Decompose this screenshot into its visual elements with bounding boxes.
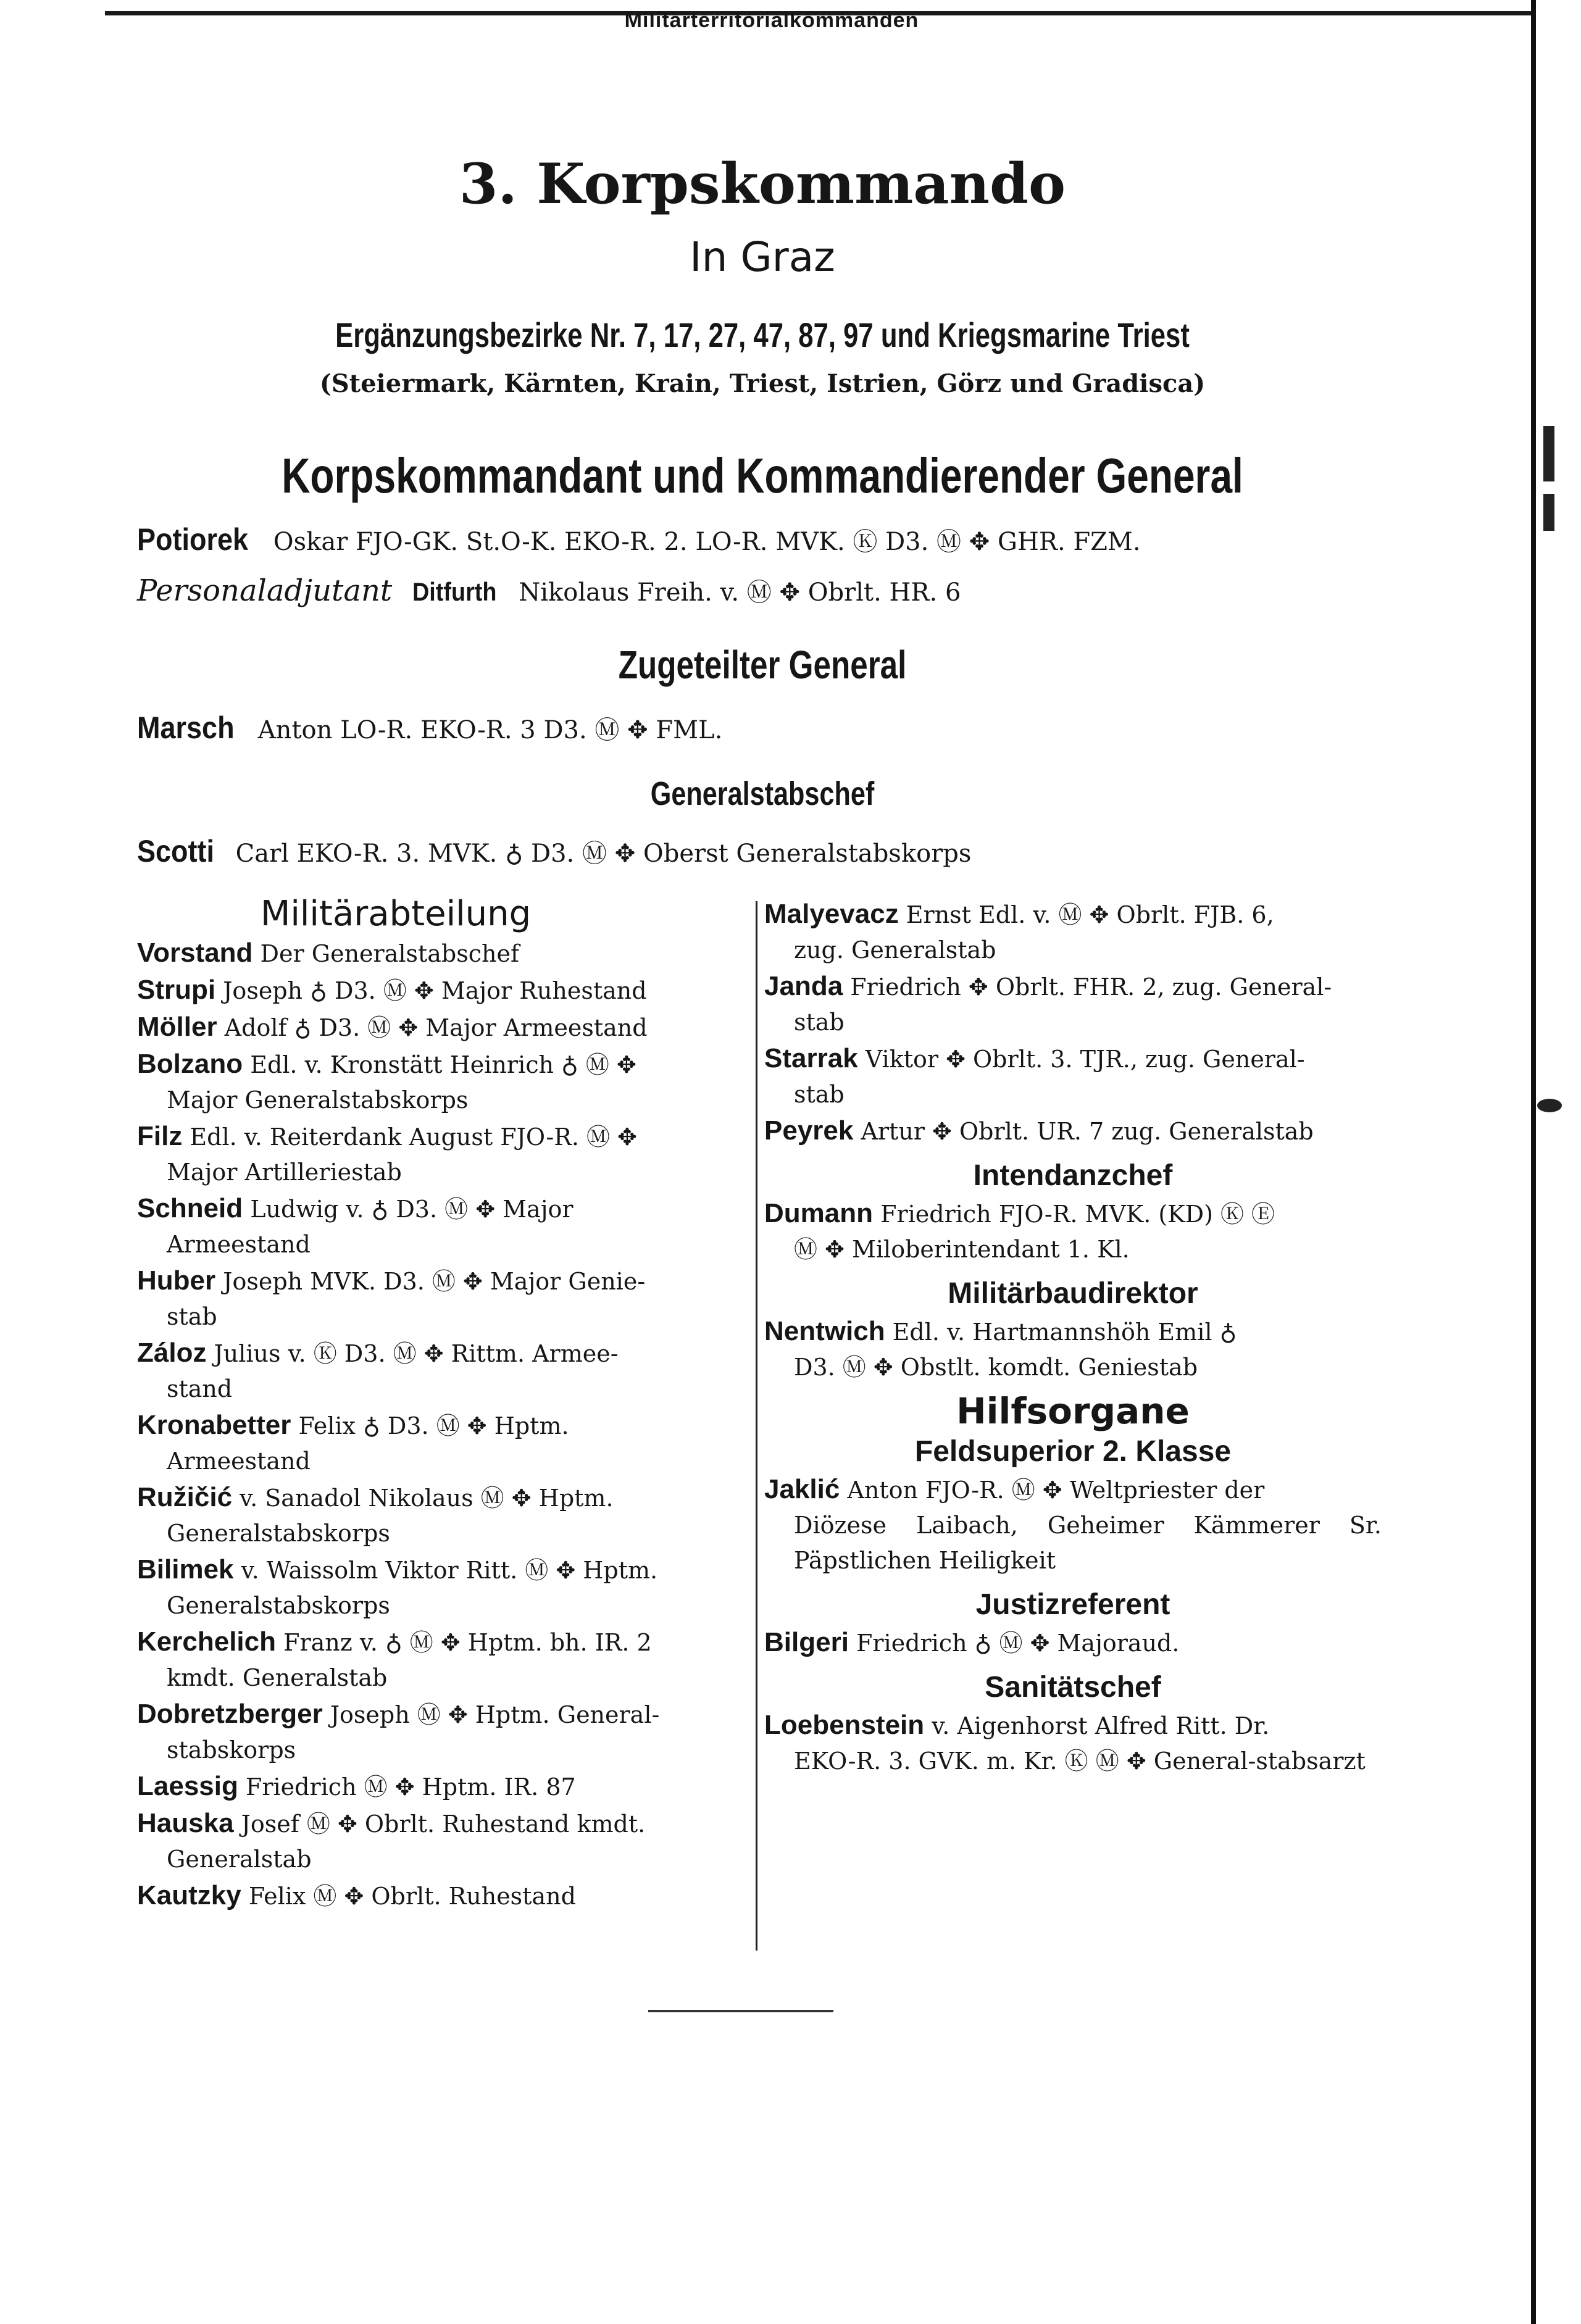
- justice-entry: [764, 1625, 1382, 1661]
- entry-name: Potiorek: [137, 522, 249, 557]
- list-entry: [137, 1046, 745, 1118]
- chaplain-entry: [764, 1472, 1382, 1578]
- entry-details: Oskar FJO-GK. St.O-K. EKO-R. 2. LO-R. MVK. Ⓚ D3. Ⓜ ✥ GHR. FZM.: [273, 528, 1141, 556]
- edge-mark: [1543, 426, 1554, 481]
- justice-heading: Justizreferent: [975, 1588, 1170, 1621]
- entry-continuation: Ⓜ ✥ Miloberintendant 1. Kl.: [794, 1236, 1130, 1263]
- entry-name: Hauska: [137, 1808, 234, 1838]
- entry-continuation: Diözese Laibach, Geheimer Kämmerer Sr. Päpstlichen Heiligkeit: [794, 1512, 1382, 1574]
- entry-details: Felix ♁ D3. Ⓜ ✥ Hptm.: [298, 1412, 569, 1439]
- entry-details: Felix Ⓜ ✥ Obrlt. Ruhestand: [248, 1883, 576, 1910]
- entry-details: Josef Ⓜ ✥ Obrlt. Ruhestand kmdt.: [241, 1810, 646, 1838]
- entry-name: Ružičić: [137, 1482, 233, 1512]
- right-entry-list: [764, 896, 1382, 1149]
- entry-details: Der Generalstabschef: [260, 940, 520, 967]
- adjutant-role: Personaladjutant: [137, 573, 393, 608]
- entry-name: Scotti: [137, 834, 215, 868]
- list-entry: [137, 1624, 745, 1696]
- entry-name: Marsch: [137, 710, 235, 745]
- entry-name: Loebenstein: [764, 1710, 925, 1740]
- running-head: Militärterritorialkommanden: [624, 9, 919, 32]
- edge-mark: [1543, 494, 1554, 531]
- entry-name: Bolzano: [137, 1049, 243, 1079]
- medical-heading: Sanitätschef: [985, 1671, 1161, 1704]
- entry-continuation: Armeestand: [167, 1231, 311, 1258]
- entry-details: Nikolaus Freih. v. Ⓜ ✥ Obrlt. HR. 6: [519, 578, 961, 607]
- entry-details: Edl. v. Reiterdank August FJO-R. Ⓜ ✥: [190, 1123, 637, 1151]
- entry-details: Artur ✥ Obrlt. UR. 7 zug. Generalstab: [861, 1118, 1314, 1145]
- districts-line: Ergänzungsbezirke Nr. 7, 17, 27, 47, 87, 97 und Kriegsmarine Triest: [335, 315, 1190, 354]
- entry-continuation: Major Artilleriestab: [167, 1159, 402, 1186]
- entry-continuation: stab: [794, 1009, 845, 1036]
- list-entry: [137, 1009, 745, 1046]
- aux-heading: Hilfsorgane: [956, 1390, 1190, 1432]
- list-entry: [764, 968, 1382, 1040]
- intendant-entry: [764, 1196, 1382, 1267]
- entry-name: Huber: [137, 1265, 216, 1296]
- entry-name: Vorstand: [137, 938, 253, 968]
- entry-continuation: stab: [794, 1081, 845, 1108]
- entry-name: Janda: [764, 971, 843, 1001]
- edge-mark: [1537, 1099, 1562, 1112]
- chief-heading: Generalstabschef: [650, 775, 875, 812]
- page-title: 3. Korpskommando: [459, 151, 1066, 217]
- list-entry: [137, 1191, 745, 1262]
- medical-entry: [764, 1707, 1382, 1779]
- chaplain-heading: Feldsuperior 2. Klasse: [914, 1435, 1232, 1468]
- column-divider: [756, 901, 757, 1951]
- list-entry: [137, 1335, 745, 1407]
- entry-details: Anton LO-R. EKO-R. 3 D3. Ⓜ ✥ FML.: [257, 716, 723, 744]
- location-subtitle: In Graz: [690, 233, 835, 281]
- list-entry: [137, 1552, 745, 1623]
- commander-heading: Korpskommandant und Kommandierender General: [282, 448, 1243, 503]
- entry-details: Friedrich FJO-R. MVK. (KD) Ⓚ Ⓔ: [880, 1201, 1275, 1228]
- entry-details: Edl. v. Kronstätt Heinrich ♁ Ⓜ ✥: [250, 1051, 636, 1078]
- entry-continuation: zug. Generalstab: [794, 936, 996, 964]
- entry-name: Filz: [137, 1121, 183, 1151]
- entry-name: Laessig: [137, 1771, 238, 1801]
- assigned-entry: [137, 710, 722, 746]
- list-entry: [137, 1805, 745, 1877]
- entry-details: v. Sanadol Nikolaus Ⓜ ✥ Hptm.: [240, 1485, 614, 1512]
- entry-details: Friedrich ✥ Obrlt. FHR. 2, zug. General-: [850, 973, 1332, 1001]
- list-entry: [764, 1113, 1382, 1149]
- entry-details: Adolf ♁ D3. Ⓜ ✥ Major Armeestand: [224, 1014, 648, 1041]
- entry-details: v. Aigenhorst Alfred Ritt. Dr.: [932, 1712, 1270, 1739]
- left-column: [137, 896, 745, 1915]
- list-entry: [137, 1263, 745, 1335]
- entry-name: Ditfurth: [412, 577, 497, 606]
- entry-name: Malyevacz: [764, 899, 899, 929]
- entry-continuation: Generalstab: [167, 1846, 312, 1873]
- list-entry: [137, 1878, 745, 1914]
- list-entry: [137, 935, 745, 972]
- entry-details: Franz v. ♁ Ⓜ ✥ Hptm. bh. IR. 2: [283, 1629, 652, 1656]
- entry-name: Starrak: [764, 1043, 858, 1073]
- entry-details: Carl EKO-R. 3. MVK. ♁ D3. Ⓜ ✥ Oberst Generalstabskorps: [235, 839, 972, 868]
- entry-name: Jaklić: [764, 1474, 840, 1504]
- entry-continuation: kmdt. Generalstab: [167, 1664, 388, 1691]
- page-edge: [1531, 0, 1536, 2324]
- entry-details: Joseph MVK. D3. Ⓜ ✥ Major Genie-: [223, 1268, 646, 1295]
- entry-continuation: Generalstabskorps: [167, 1592, 390, 1619]
- left-heading: Militärabteilung: [261, 894, 532, 934]
- list-entry: [137, 972, 745, 1009]
- list-entry: [764, 1041, 1382, 1112]
- intendant-heading: Intendanzchef: [973, 1159, 1173, 1192]
- list-entry: [764, 896, 1382, 968]
- entry-details: Friedrich ♁ Ⓜ ✥ Majoraud.: [856, 1630, 1180, 1657]
- commander-entry: [137, 522, 1141, 557]
- left-entry-list: [137, 935, 745, 1914]
- entry-continuation: stabskorps: [167, 1736, 296, 1764]
- entry-details: Friedrich Ⓜ ✥ Hptm. IR. 87: [245, 1773, 576, 1801]
- entry-name: Strupi: [137, 975, 216, 1005]
- entry-name: Dobretzberger: [137, 1699, 323, 1729]
- list-entry: [137, 1480, 745, 1551]
- entry-details: Julius v. Ⓚ D3. Ⓜ ✥ Rittm. Armee-: [214, 1340, 619, 1367]
- entry-name: Peyrek: [764, 1115, 854, 1146]
- right-column: [764, 896, 1382, 1780]
- entry-details: Ludwig v. ♁ D3. Ⓜ ✥ Major: [250, 1196, 574, 1223]
- entry-continuation: D3. Ⓜ ✥ Obstlt. komdt. Geniestab: [794, 1354, 1198, 1381]
- entry-name: Záloz: [137, 1338, 207, 1368]
- entry-details: Ernst Edl. v. Ⓜ ✥ Obrlt. FJB. 6,: [906, 901, 1274, 928]
- entry-name: Nentwich: [764, 1316, 885, 1346]
- entry-name: Schneid: [137, 1193, 243, 1223]
- entry-continuation: stand: [167, 1375, 233, 1402]
- entry-details: Joseph Ⓜ ✥ Hptm. General-: [330, 1701, 660, 1728]
- entry-continuation: EKO-R. 3. GVK. m. Kr. Ⓚ Ⓜ ✥ General-stabsarzt: [794, 1747, 1366, 1775]
- builder-entry: [764, 1314, 1382, 1385]
- chief-entry: [137, 833, 971, 869]
- entry-name: Kerchelich: [137, 1626, 276, 1657]
- regions-line: (Steiermark, Kärnten, Krain, Triest, Istrien, Görz und Gradisca): [319, 369, 1206, 398]
- entry-details: Viktor ✥ Obrlt. 3. TJR., zug. General-: [865, 1046, 1305, 1073]
- entry-continuation: Major Generalstabskorps: [167, 1086, 469, 1114]
- entry-name: Dumann: [764, 1198, 873, 1228]
- entry-name: Bilimek: [137, 1554, 234, 1585]
- assigned-heading: Zugeteilter General: [618, 643, 907, 687]
- list-entry: [137, 1696, 745, 1768]
- bottom-rule: [648, 2010, 833, 2012]
- adjutant-entry: [137, 573, 961, 608]
- list-entry: [137, 1768, 745, 1805]
- list-entry: [137, 1118, 745, 1190]
- entry-name: Kronabetter: [137, 1410, 291, 1440]
- builder-heading: Militärbaudirektor: [948, 1277, 1198, 1310]
- entry-name: Möller: [137, 1012, 217, 1042]
- entry-details: v. Waissolm Viktor Ritt. Ⓜ ✥ Hptm.: [241, 1557, 658, 1584]
- entry-details: Joseph ♁ D3. Ⓜ ✥ Major Ruhestand: [223, 977, 647, 1004]
- entry-continuation: Armeestand: [167, 1447, 311, 1475]
- entry-continuation: Generalstabskorps: [167, 1520, 390, 1547]
- entry-name: Kautzky: [137, 1880, 241, 1910]
- entry-details: Anton FJO-R. Ⓜ ✥ Weltpriester der: [847, 1476, 1265, 1504]
- entry-name: Bilgeri: [764, 1627, 849, 1657]
- entry-details: Edl. v. Hartmannshöh Emil ♁: [892, 1318, 1237, 1346]
- entry-continuation: stab: [167, 1303, 217, 1330]
- list-entry: [137, 1407, 745, 1479]
